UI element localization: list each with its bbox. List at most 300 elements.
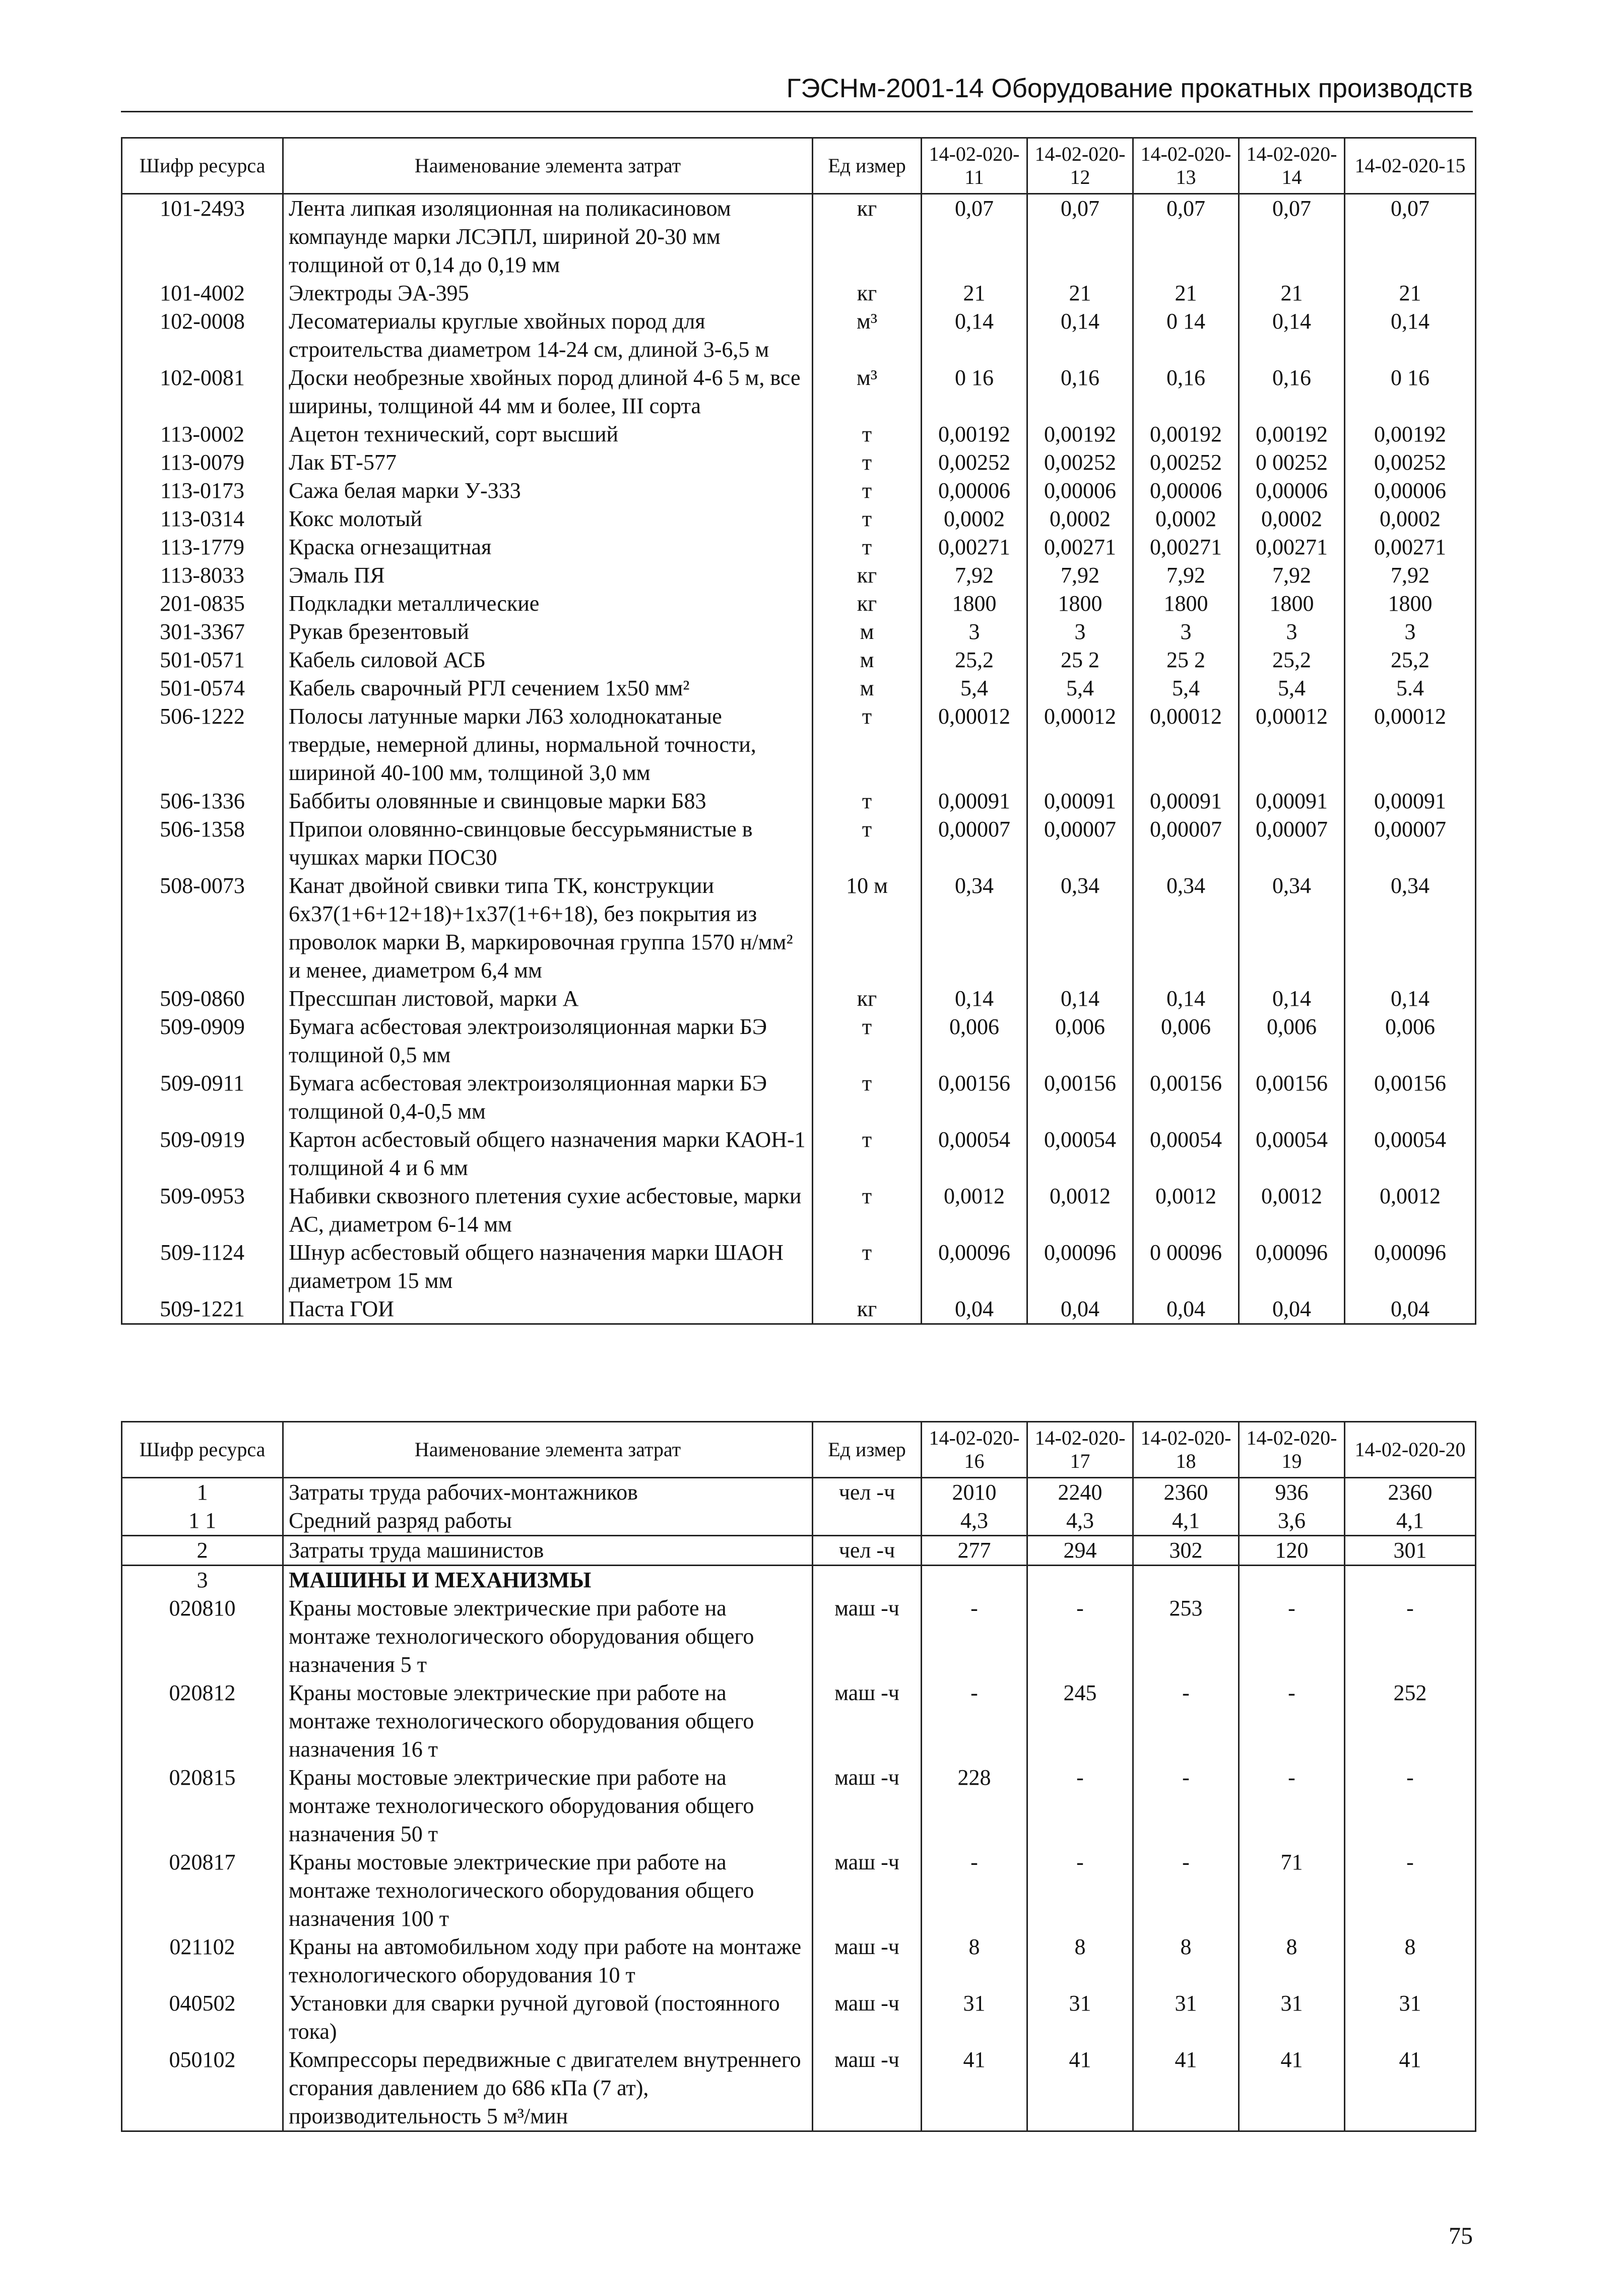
- resource-code-cell: 1 1: [122, 1507, 283, 1536]
- norm-value-cell: 1800: [1345, 590, 1476, 618]
- norm-value-cell: 7,92: [1133, 561, 1239, 590]
- header-name: Наименование элемента затрат: [283, 1422, 813, 1478]
- norm-value-cell: 0,00271: [1345, 533, 1476, 561]
- norm-value-cell: 0,00252: [1345, 448, 1476, 477]
- norm-value-cell: 0,0002: [1027, 505, 1133, 533]
- norm-value-cell: 0,14: [1027, 307, 1133, 364]
- resource-code-cell: 113-0079: [122, 448, 283, 477]
- resource-code-cell: 102-0008: [122, 307, 283, 364]
- unit-cell: т: [813, 505, 922, 533]
- norm-value-cell: 0,00054: [1027, 1126, 1133, 1182]
- resource-code-cell: 3: [122, 1566, 283, 1595]
- unit-cell: [813, 1566, 922, 1595]
- resource-name-cell: Краны мостовые электрические при работе на монтаже технологического оборудования общего назначения 16 т: [283, 1679, 813, 1764]
- table-row: [122, 1536, 1476, 1566]
- resource-name-cell: Паста ГОИ: [283, 1295, 813, 1324]
- resource-name-cell: Краны мостовые электрические при работе на монтаже технологического оборудования общего назначения 100 т: [283, 1848, 813, 1933]
- norm-value-cell: [922, 1566, 1027, 1595]
- resource-code-cell: 020817: [122, 1848, 283, 1933]
- resource-name-cell: Бумага асбестовая электроизоляционная марки БЭ толщиной 0,5 мм: [283, 1013, 813, 1069]
- unit-cell: м: [813, 674, 922, 702]
- norm-value-cell: 2240: [1027, 1478, 1133, 1507]
- norm-value-cell: 0,00192: [922, 420, 1027, 448]
- unit-cell: кг: [813, 590, 922, 618]
- unit-cell: маш -ч: [813, 1933, 922, 1989]
- unit-cell: кг: [813, 985, 922, 1013]
- resource-name-cell: Прессшпан листовой, марки А: [283, 985, 813, 1013]
- norm-value-cell: 0,00006: [1345, 477, 1476, 505]
- norm-value-cell: 0,00006: [1239, 477, 1345, 505]
- table-row: [122, 815, 1476, 872]
- resource-name-cell: Полосы латунные марки Л63 холоднокатаные твердые, немерной длины, нормальной точности, шириной 40-100 мм, толщиной 3,0 мм: [283, 702, 813, 787]
- norm-value-cell: 0 14: [1133, 307, 1239, 364]
- norm-value-cell: 4,1: [1133, 1507, 1239, 1536]
- norm-value-cell: 3: [1027, 618, 1133, 646]
- resource-name-cell: Подкладки металлические: [283, 590, 813, 618]
- norm-value-cell: 3,6: [1239, 1507, 1345, 1536]
- header-norm: 14-02-020-16: [922, 1422, 1027, 1478]
- norm-value-cell: 277: [922, 1536, 1027, 1566]
- norm-value-cell: 8: [1027, 1933, 1133, 1989]
- norm-value-cell: 0,0012: [1133, 1182, 1239, 1239]
- header-norm: 14-02-020-19: [1239, 1422, 1345, 1478]
- norm-value-cell: 0,07: [922, 194, 1027, 280]
- norm-value-cell: 31: [1345, 1989, 1476, 2046]
- unit-cell: т: [813, 448, 922, 477]
- norm-value-cell: 2010: [922, 1478, 1027, 1507]
- table-row: [122, 1295, 1476, 1324]
- norm-value-cell: [1239, 1566, 1345, 1595]
- norm-value-cell: 0,006: [922, 1013, 1027, 1069]
- norm-value-cell: 7,92: [1239, 561, 1345, 590]
- resource-name-cell: Затраты труда машинистов: [283, 1536, 813, 1566]
- norm-value-cell: 0,16: [1239, 364, 1345, 420]
- norm-value-cell: -: [922, 1594, 1027, 1679]
- norm-value-cell: 5,4: [1027, 674, 1133, 702]
- norm-value-cell: 0,0002: [1345, 505, 1476, 533]
- norm-value-cell: 0,04: [1345, 1295, 1476, 1324]
- norm-value-cell: 0,04: [1239, 1295, 1345, 1324]
- resource-code-cell: 1: [122, 1478, 283, 1507]
- norm-value-cell: 0,34: [1345, 872, 1476, 985]
- norm-value-cell: [1027, 1566, 1133, 1595]
- norm-value-cell: -: [1345, 1764, 1476, 1848]
- table-row: [122, 1679, 1476, 1764]
- table-row: [122, 787, 1476, 815]
- norm-value-cell: 0,00271: [1027, 533, 1133, 561]
- resource-code-cell: 301-3367: [122, 618, 283, 646]
- norm-value-cell: 0,00091: [922, 787, 1027, 815]
- table-row: [122, 618, 1476, 646]
- norm-value-cell: 31: [1027, 1989, 1133, 2046]
- norm-value-cell: 25,2: [1239, 646, 1345, 674]
- norm-value-cell: 4,1: [1345, 1507, 1476, 1536]
- resources-table-materials: [121, 137, 1476, 1325]
- norm-value-cell: 0,07: [1345, 194, 1476, 280]
- unit-cell: т: [813, 1069, 922, 1126]
- norm-value-cell: 0,0002: [1239, 505, 1345, 533]
- norm-value-cell: 1800: [922, 590, 1027, 618]
- resource-name-cell: Компрессоры передвижные с двигателем внутреннего сгорания давлением до 686 кПа (7 ат), производительность 5 м³/мин: [283, 2046, 813, 2131]
- unit-cell: маш -ч: [813, 1764, 922, 1848]
- norm-value-cell: 0,00012: [922, 702, 1027, 787]
- resource-code-cell: 509-1221: [122, 1295, 283, 1324]
- unit-cell: маш -ч: [813, 1848, 922, 1933]
- norm-value-cell: 7,92: [1027, 561, 1133, 590]
- norm-value-cell: 0,16: [1027, 364, 1133, 420]
- norm-value-cell: 0,00007: [1239, 815, 1345, 872]
- unit-cell: м: [813, 618, 922, 646]
- table-row: [122, 1989, 1476, 2046]
- table-row: [122, 646, 1476, 674]
- norm-value-cell: 31: [922, 1989, 1027, 2046]
- norm-value-cell: 7,92: [922, 561, 1027, 590]
- header-norm: 14-02-020-12: [1027, 138, 1133, 194]
- resource-code-cell: 2: [122, 1536, 283, 1566]
- unit-cell: м: [813, 646, 922, 674]
- norm-value-cell: 0,00096: [1239, 1239, 1345, 1295]
- header-code: Шифр ресурса: [122, 138, 283, 194]
- resource-code-cell: 501-0571: [122, 646, 283, 674]
- resource-name-cell: Набивки сквозного плетения сухие асбестовые, марки АС, диаметром 6-14 мм: [283, 1182, 813, 1239]
- resource-code-cell: 101-4002: [122, 279, 283, 307]
- norm-value-cell: 0,00006: [922, 477, 1027, 505]
- norm-value-cell: -: [1239, 1594, 1345, 1679]
- norm-value-cell: 0,0012: [1027, 1182, 1133, 1239]
- norm-value-cell: 25 2: [1133, 646, 1239, 674]
- table-body: [122, 1478, 1476, 2131]
- resource-code-cell: 509-1124: [122, 1239, 283, 1295]
- norm-value-cell: 120: [1239, 1536, 1345, 1566]
- resource-code-cell: 506-1336: [122, 787, 283, 815]
- resource-code-cell: 113-0173: [122, 477, 283, 505]
- norm-value-cell: 0,00006: [1133, 477, 1239, 505]
- resource-name-cell: Доски необрезные хвойных пород длиной 4-6 5 м, все ширины, толщиной 44 мм и более, III сорта: [283, 364, 813, 420]
- resource-code-cell: 113-1779: [122, 533, 283, 561]
- table-row: [122, 1848, 1476, 1933]
- norm-value-cell: 5,4: [1133, 674, 1239, 702]
- norm-value-cell: 0,14: [1345, 985, 1476, 1013]
- header-name: Наименование элемента затрат: [283, 138, 813, 194]
- norm-value-cell: 0,07: [1133, 194, 1239, 280]
- unit-cell: м³: [813, 364, 922, 420]
- norm-value-cell: 0,006: [1345, 1013, 1476, 1069]
- resource-name-cell: Краны мостовые электрические при работе на монтаже технологического оборудования общего назначения 50 т: [283, 1764, 813, 1848]
- unit-cell: т: [813, 815, 922, 872]
- header-norm: 14-02-020-15: [1345, 138, 1476, 194]
- unit-cell: 10 м: [813, 872, 922, 985]
- norm-value-cell: 31: [1239, 1989, 1345, 2046]
- norm-value-cell: 0,14: [1239, 985, 1345, 1013]
- norm-value-cell: 253: [1133, 1594, 1239, 1679]
- norm-value-cell: -: [1239, 1764, 1345, 1848]
- norm-value-cell: 0,00252: [922, 448, 1027, 477]
- header-norm: 14-02-020-13: [1133, 138, 1239, 194]
- norm-value-cell: 0,00054: [1133, 1126, 1239, 1182]
- resource-name-cell: МАШИНЫ И МЕХАНИЗМЫ: [283, 1566, 813, 1595]
- table-row: [122, 590, 1476, 618]
- norm-value-cell: 0,00156: [1239, 1069, 1345, 1126]
- norm-value-cell: 0,07: [1027, 194, 1133, 280]
- table-row: [122, 872, 1476, 985]
- unit-cell: т: [813, 533, 922, 561]
- resource-name-cell: Лента липкая изоляционная на поликасиновом компаунде марки ЛСЭПЛ, шириной 20-30 мм толщиной от 0,14 до 0,19 мм: [283, 194, 813, 280]
- resource-code-cell: 509-0909: [122, 1013, 283, 1069]
- unit-cell: т: [813, 1239, 922, 1295]
- norm-value-cell: 0,00271: [922, 533, 1027, 561]
- norm-value-cell: 7,92: [1345, 561, 1476, 590]
- table-row: [122, 1013, 1476, 1069]
- table-row: [122, 1478, 1476, 1507]
- norm-value-cell: 1800: [1027, 590, 1133, 618]
- unit-cell: т: [813, 1182, 922, 1239]
- norm-value-cell: 21: [1133, 279, 1239, 307]
- table-row: [122, 1507, 1476, 1536]
- norm-value-cell: 294: [1027, 1536, 1133, 1566]
- norm-value-cell: 0,00156: [1345, 1069, 1476, 1126]
- resource-code-cell: 509-0911: [122, 1069, 283, 1126]
- norm-value-cell: -: [922, 1679, 1027, 1764]
- resource-code-cell: 509-0919: [122, 1126, 283, 1182]
- norm-value-cell: 41: [1345, 2046, 1476, 2131]
- norm-value-cell: 0,34: [1027, 872, 1133, 985]
- table-row: [122, 194, 1476, 280]
- norm-value-cell: 41: [922, 2046, 1027, 2131]
- resource-code-cell: 113-0314: [122, 505, 283, 533]
- header-unit: Ед измер: [813, 1422, 922, 1478]
- norm-value-cell: 5,4: [1239, 674, 1345, 702]
- norm-value-cell: 0,00091: [1133, 787, 1239, 815]
- resource-name-cell: Краска огнезащитная: [283, 533, 813, 561]
- table-row: [122, 1594, 1476, 1679]
- norm-value-cell: -: [1133, 1848, 1239, 1933]
- header-norm: 14-02-020-11: [922, 138, 1027, 194]
- unit-cell: т: [813, 477, 922, 505]
- norm-value-cell: 0,14: [1345, 307, 1476, 364]
- norm-value-cell: 0,00007: [1027, 815, 1133, 872]
- norm-value-cell: -: [1239, 1679, 1345, 1764]
- resource-code-cell: 021102: [122, 1933, 283, 1989]
- norm-value-cell: 4,3: [1027, 1507, 1133, 1536]
- norm-value-cell: 8: [1239, 1933, 1345, 1989]
- norm-value-cell: 71: [1239, 1848, 1345, 1933]
- norm-value-cell: 0,16: [1133, 364, 1239, 420]
- norm-value-cell: 0,34: [1133, 872, 1239, 985]
- resource-code-cell: 020812: [122, 1679, 283, 1764]
- norm-value-cell: 8: [922, 1933, 1027, 1989]
- norm-value-cell: 41: [1027, 2046, 1133, 2131]
- page-header: ГЭСНм-2001-14 Оборудование прокатных производств: [121, 71, 1473, 112]
- table-body: [122, 194, 1476, 1324]
- header-norm: 14-02-020-20: [1345, 1422, 1476, 1478]
- norm-value-cell: 0,00192: [1239, 420, 1345, 448]
- resource-code-cell: 509-0860: [122, 985, 283, 1013]
- norm-value-cell: 0,00091: [1239, 787, 1345, 815]
- norm-value-cell: -: [922, 1848, 1027, 1933]
- resource-code-cell: 508-0073: [122, 872, 283, 985]
- unit-cell: маш -ч: [813, 1594, 922, 1679]
- norm-value-cell: 3: [1133, 618, 1239, 646]
- norm-value-cell: -: [1027, 1764, 1133, 1848]
- norm-value-cell: 0,00271: [1239, 533, 1345, 561]
- norm-value-cell: 0,00156: [922, 1069, 1027, 1126]
- resource-code-cell: 050102: [122, 2046, 283, 2131]
- unit-cell: маш -ч: [813, 1989, 922, 2046]
- table-row: [122, 561, 1476, 590]
- table-row: [122, 1239, 1476, 1295]
- norm-value-cell: 21: [1239, 279, 1345, 307]
- norm-value-cell: 8: [1133, 1933, 1239, 1989]
- resource-name-cell: Эмаль ПЯ: [283, 561, 813, 590]
- resource-code-cell: 040502: [122, 1989, 283, 2046]
- resource-name-cell: Лесоматериалы круглые хвойных пород для строительства диаметром 14-24 см, длиной 3-6,5 м: [283, 307, 813, 364]
- resources-table-labor-machines: [121, 1421, 1476, 2132]
- norm-value-cell: 0,00192: [1345, 420, 1476, 448]
- norm-value-cell: 0,00012: [1239, 702, 1345, 787]
- norm-value-cell: 2360: [1345, 1478, 1476, 1507]
- norm-value-cell: 0,00252: [1027, 448, 1133, 477]
- norm-value-cell: 0,006: [1133, 1013, 1239, 1069]
- table-row: [122, 2046, 1476, 2131]
- unit-cell: т: [813, 420, 922, 448]
- resource-name-cell: Ацетон технический, сорт высший: [283, 420, 813, 448]
- resource-name-cell: Бумага асбестовая электроизоляционная марки БЭ толщиной 0,4-0,5 мм: [283, 1069, 813, 1126]
- resource-code-cell: 506-1358: [122, 815, 283, 872]
- norm-value-cell: 302: [1133, 1536, 1239, 1566]
- norm-value-cell: 0,00054: [922, 1126, 1027, 1182]
- norm-value-cell: 936: [1239, 1478, 1345, 1507]
- norm-value-cell: 0,0012: [1345, 1182, 1476, 1239]
- norm-value-cell: 0,00192: [1027, 420, 1133, 448]
- norm-value-cell: 0,34: [922, 872, 1027, 985]
- norm-value-cell: 41: [1133, 2046, 1239, 2131]
- norm-value-cell: 0 00096: [1133, 1239, 1239, 1295]
- unit-cell: чел -ч: [813, 1536, 922, 1566]
- header-norm: 14-02-020-18: [1133, 1422, 1239, 1478]
- norm-value-cell: -: [1345, 1594, 1476, 1679]
- norm-value-cell: 3: [1345, 618, 1476, 646]
- unit-cell: кг: [813, 279, 922, 307]
- norm-value-cell: 0 16: [922, 364, 1027, 420]
- norm-value-cell: 0,34: [1239, 872, 1345, 985]
- unit-cell: т: [813, 787, 922, 815]
- norm-value-cell: 0,14: [922, 307, 1027, 364]
- resource-name-cell: Сажа белая марки У-333: [283, 477, 813, 505]
- resource-name-cell: Электроды ЭА-395: [283, 279, 813, 307]
- unit-cell: маш -ч: [813, 2046, 922, 2131]
- resource-name-cell: Затраты труда рабочих-монтажников: [283, 1478, 813, 1507]
- resource-name-cell: Лак БТ-577: [283, 448, 813, 477]
- table-row: [122, 364, 1476, 420]
- norm-value-cell: 41: [1239, 2046, 1345, 2131]
- table-row: [122, 420, 1476, 448]
- norm-value-cell: 0 00252: [1239, 448, 1345, 477]
- table-row: [122, 448, 1476, 477]
- resource-code-cell: 020810: [122, 1594, 283, 1679]
- norm-value-cell: 21: [1027, 279, 1133, 307]
- norm-value-cell: 0,00012: [1027, 702, 1133, 787]
- norm-value-cell: 301: [1345, 1536, 1476, 1566]
- resource-name-cell: Шнур асбестовый общего назначения марки ШАОН диаметром 15 мм: [283, 1239, 813, 1295]
- resource-name-cell: Кабель сварочный РГЛ сечением 1х50 мм²: [283, 674, 813, 702]
- header-norm: 14-02-020-14: [1239, 138, 1345, 194]
- table-header-row: [122, 138, 1476, 194]
- norm-value-cell: 0,00091: [1345, 787, 1476, 815]
- page-number: 75: [1449, 2223, 1473, 2249]
- table-row: [122, 279, 1476, 307]
- unit-cell: чел -ч: [813, 1478, 922, 1507]
- norm-value-cell: 0,00156: [1133, 1069, 1239, 1126]
- resource-code-cell: 102-0081: [122, 364, 283, 420]
- unit-cell: кг: [813, 1295, 922, 1324]
- norm-value-cell: 25,2: [922, 646, 1027, 674]
- resource-code-cell: 501-0574: [122, 674, 283, 702]
- norm-value-cell: 25,2: [1345, 646, 1476, 674]
- norm-value-cell: 0,00007: [922, 815, 1027, 872]
- resource-name-cell: Средний разряд работы: [283, 1507, 813, 1536]
- resource-name-cell: Кокс молотый: [283, 505, 813, 533]
- norm-value-cell: 0,00271: [1133, 533, 1239, 561]
- norm-value-cell: 0,006: [1027, 1013, 1133, 1069]
- norm-value-cell: 0,04: [922, 1295, 1027, 1324]
- table-row: [122, 702, 1476, 787]
- resource-code-cell: 101-2493: [122, 194, 283, 280]
- norm-value-cell: 245: [1027, 1679, 1133, 1764]
- unit-cell: т: [813, 1126, 922, 1182]
- norm-value-cell: 0,14: [1239, 307, 1345, 364]
- norm-value-cell: 0,04: [1027, 1295, 1133, 1324]
- header-norm: 14-02-020-17: [1027, 1422, 1133, 1478]
- norm-value-cell: 0,00252: [1133, 448, 1239, 477]
- resource-name-cell: Установки для сварки ручной дуговой (постоянного тока): [283, 1989, 813, 2046]
- resource-name-cell: Краны на автомобильном ходу при работе на монтаже технологического оборудования 10 т: [283, 1933, 813, 1989]
- norm-value-cell: 3: [922, 618, 1027, 646]
- norm-value-cell: 21: [1345, 279, 1476, 307]
- norm-value-cell: 4,3: [922, 1507, 1027, 1536]
- norm-value-cell: 0,00006: [1027, 477, 1133, 505]
- norm-value-cell: 0,14: [1133, 985, 1239, 1013]
- norm-value-cell: -: [1345, 1848, 1476, 1933]
- norm-value-cell: -: [1133, 1764, 1239, 1848]
- norm-value-cell: 0,00091: [1027, 787, 1133, 815]
- norm-value-cell: 0,00192: [1133, 420, 1239, 448]
- unit-cell: маш -ч: [813, 1679, 922, 1764]
- norm-value-cell: 0,04: [1133, 1295, 1239, 1324]
- norm-value-cell: 2360: [1133, 1478, 1239, 1507]
- norm-value-cell: 0,006: [1239, 1013, 1345, 1069]
- norm-value-cell: 0,00007: [1345, 815, 1476, 872]
- resource-code-cell: 201-0835: [122, 590, 283, 618]
- header-code: Шифр ресурса: [122, 1422, 283, 1478]
- norm-value-cell: -: [1027, 1594, 1133, 1679]
- norm-value-cell: -: [1027, 1848, 1133, 1933]
- norm-value-cell: 0,00007: [1133, 815, 1239, 872]
- section-row: [122, 1566, 1476, 1595]
- norm-value-cell: 0,00096: [1027, 1239, 1133, 1295]
- table-row: [122, 477, 1476, 505]
- norm-value-cell: 5,4: [922, 674, 1027, 702]
- norm-value-cell: 0,0002: [1133, 505, 1239, 533]
- norm-value-cell: 0,0002: [922, 505, 1027, 533]
- resource-name-cell: Краны мостовые электрические при работе на монтаже технологического оборудования общего назначения 5 т: [283, 1594, 813, 1679]
- norm-value-cell: 0,00012: [1345, 702, 1476, 787]
- norm-value-cell: [1133, 1566, 1239, 1595]
- norm-value-cell: 0,0012: [922, 1182, 1027, 1239]
- unit-cell: [813, 1507, 922, 1536]
- resource-code-cell: 506-1222: [122, 702, 283, 787]
- unit-cell: кг: [813, 194, 922, 280]
- table-row: [122, 985, 1476, 1013]
